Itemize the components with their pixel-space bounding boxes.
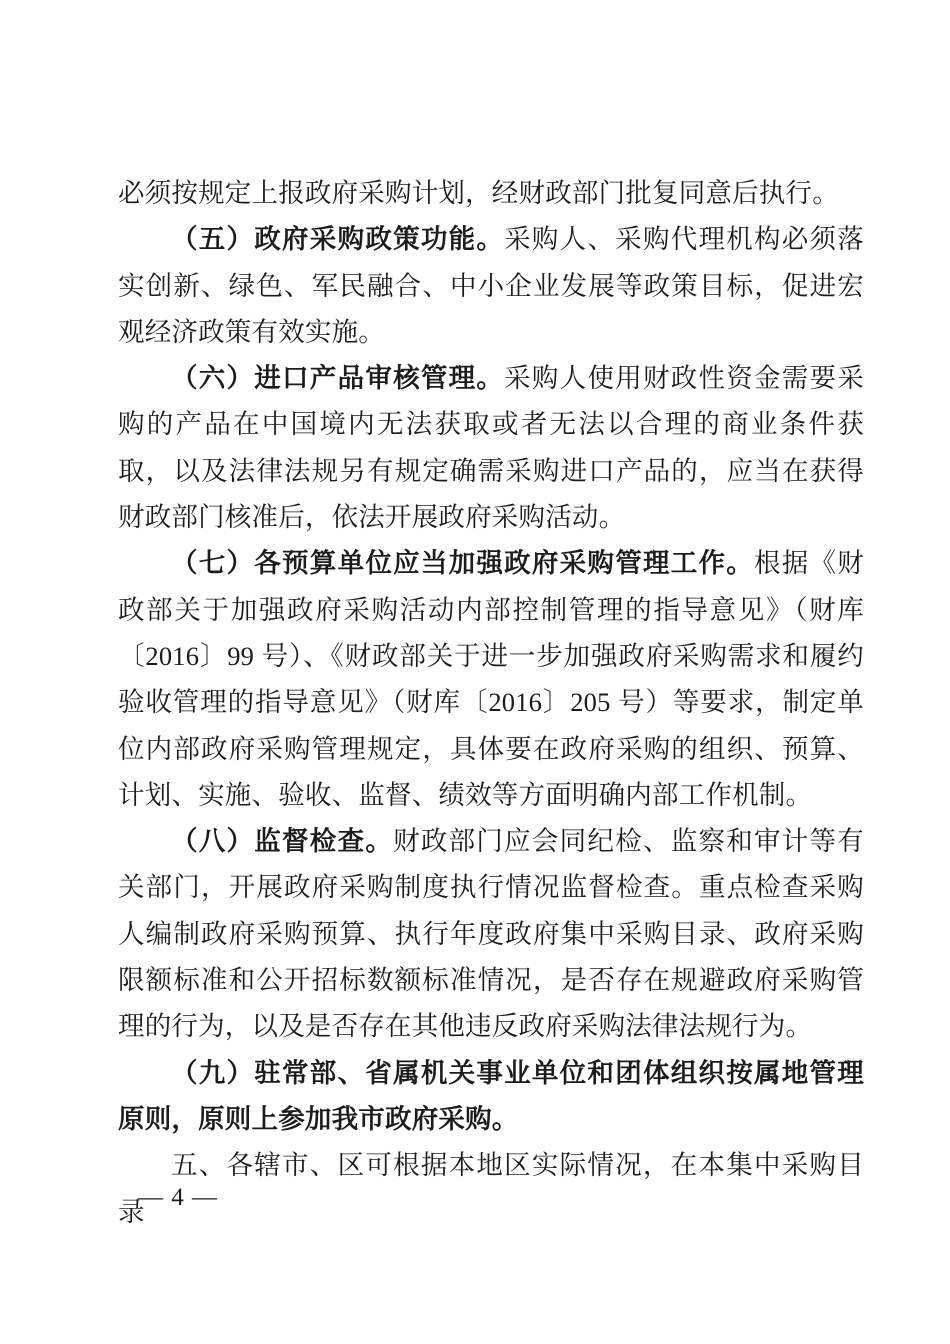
paragraph-item-9 [118,1050,864,1143]
paragraph-continuation [118,170,864,216]
section-heading-6: （六）进口产品审核管理。 [171,363,505,394]
page-number: — 4 — [138,1184,218,1211]
paragraph-body: 根据《财政部关于加强政府采购活动内部控制管理的指导意见》（财库〔2016〕99 号）、《财政部关于进一步加强政府采购需求和履约验收管理的指导意见》（财库〔2016〕205 号）等要求，制定单位内部政府采购管理规定，具体要在政府采购的组织、预算、计划、实施、验收、监督、绩效等方面明确内部工作机制。 [118,548,864,810]
paragraph-body: 财政部门应会同纪检、监察和审计等有关部门，开展政府采购制度执行情况监督检查。重点检查采购人编制政府采购预算、执行年度政府集中采购目录、政府采购限额标准和公开招标数额标准情况，是否存在规避政府采购管理的行为，以及是否存在其他违反政府采购法律法规行为。 [118,826,864,1042]
section-heading-7: （七）各预算单位应当加强政府采购管理工作。 [171,548,754,579]
paragraph-item-5 [118,216,864,355]
paragraph-item-6 [118,355,864,540]
section-heading-5: （五）政府采购政策功能。 [171,224,505,255]
text-block [118,170,864,1235]
paragraph-body: 采购人使用财政性资金需要采购的产品在中国境内无法获取或者无法以合理的商业条件获取，以及法律法规另有规定确需采购进口产品的，应当在获得财政部门核准后，依法开展政府采购活动。 [118,363,864,533]
section-heading-9: （九）驻常部、省属机关事业单位和团体组织按属地管理原则，原则上参加我市政府采购。 [118,1057,864,1134]
paragraph-body: 必须按规定上报政府采购计划，经财政部门批复同意后执行。 [118,178,839,208]
paragraph-body: 采购人、采购代理机构必须落实创新、绿色、军民融合、中小企业发展等政策目标，促进宏观经济政策有效实施。 [118,224,864,347]
paragraph-item-8 [118,818,864,1049]
paragraph-item-5-roman [118,1142,864,1235]
paragraph-body: 五、各辖市、区可根据本地区实际情况，在本集中采购目录 [118,1150,864,1227]
section-heading-8: （八）监督检查。 [171,826,394,857]
paragraph-item-7 [118,540,864,818]
